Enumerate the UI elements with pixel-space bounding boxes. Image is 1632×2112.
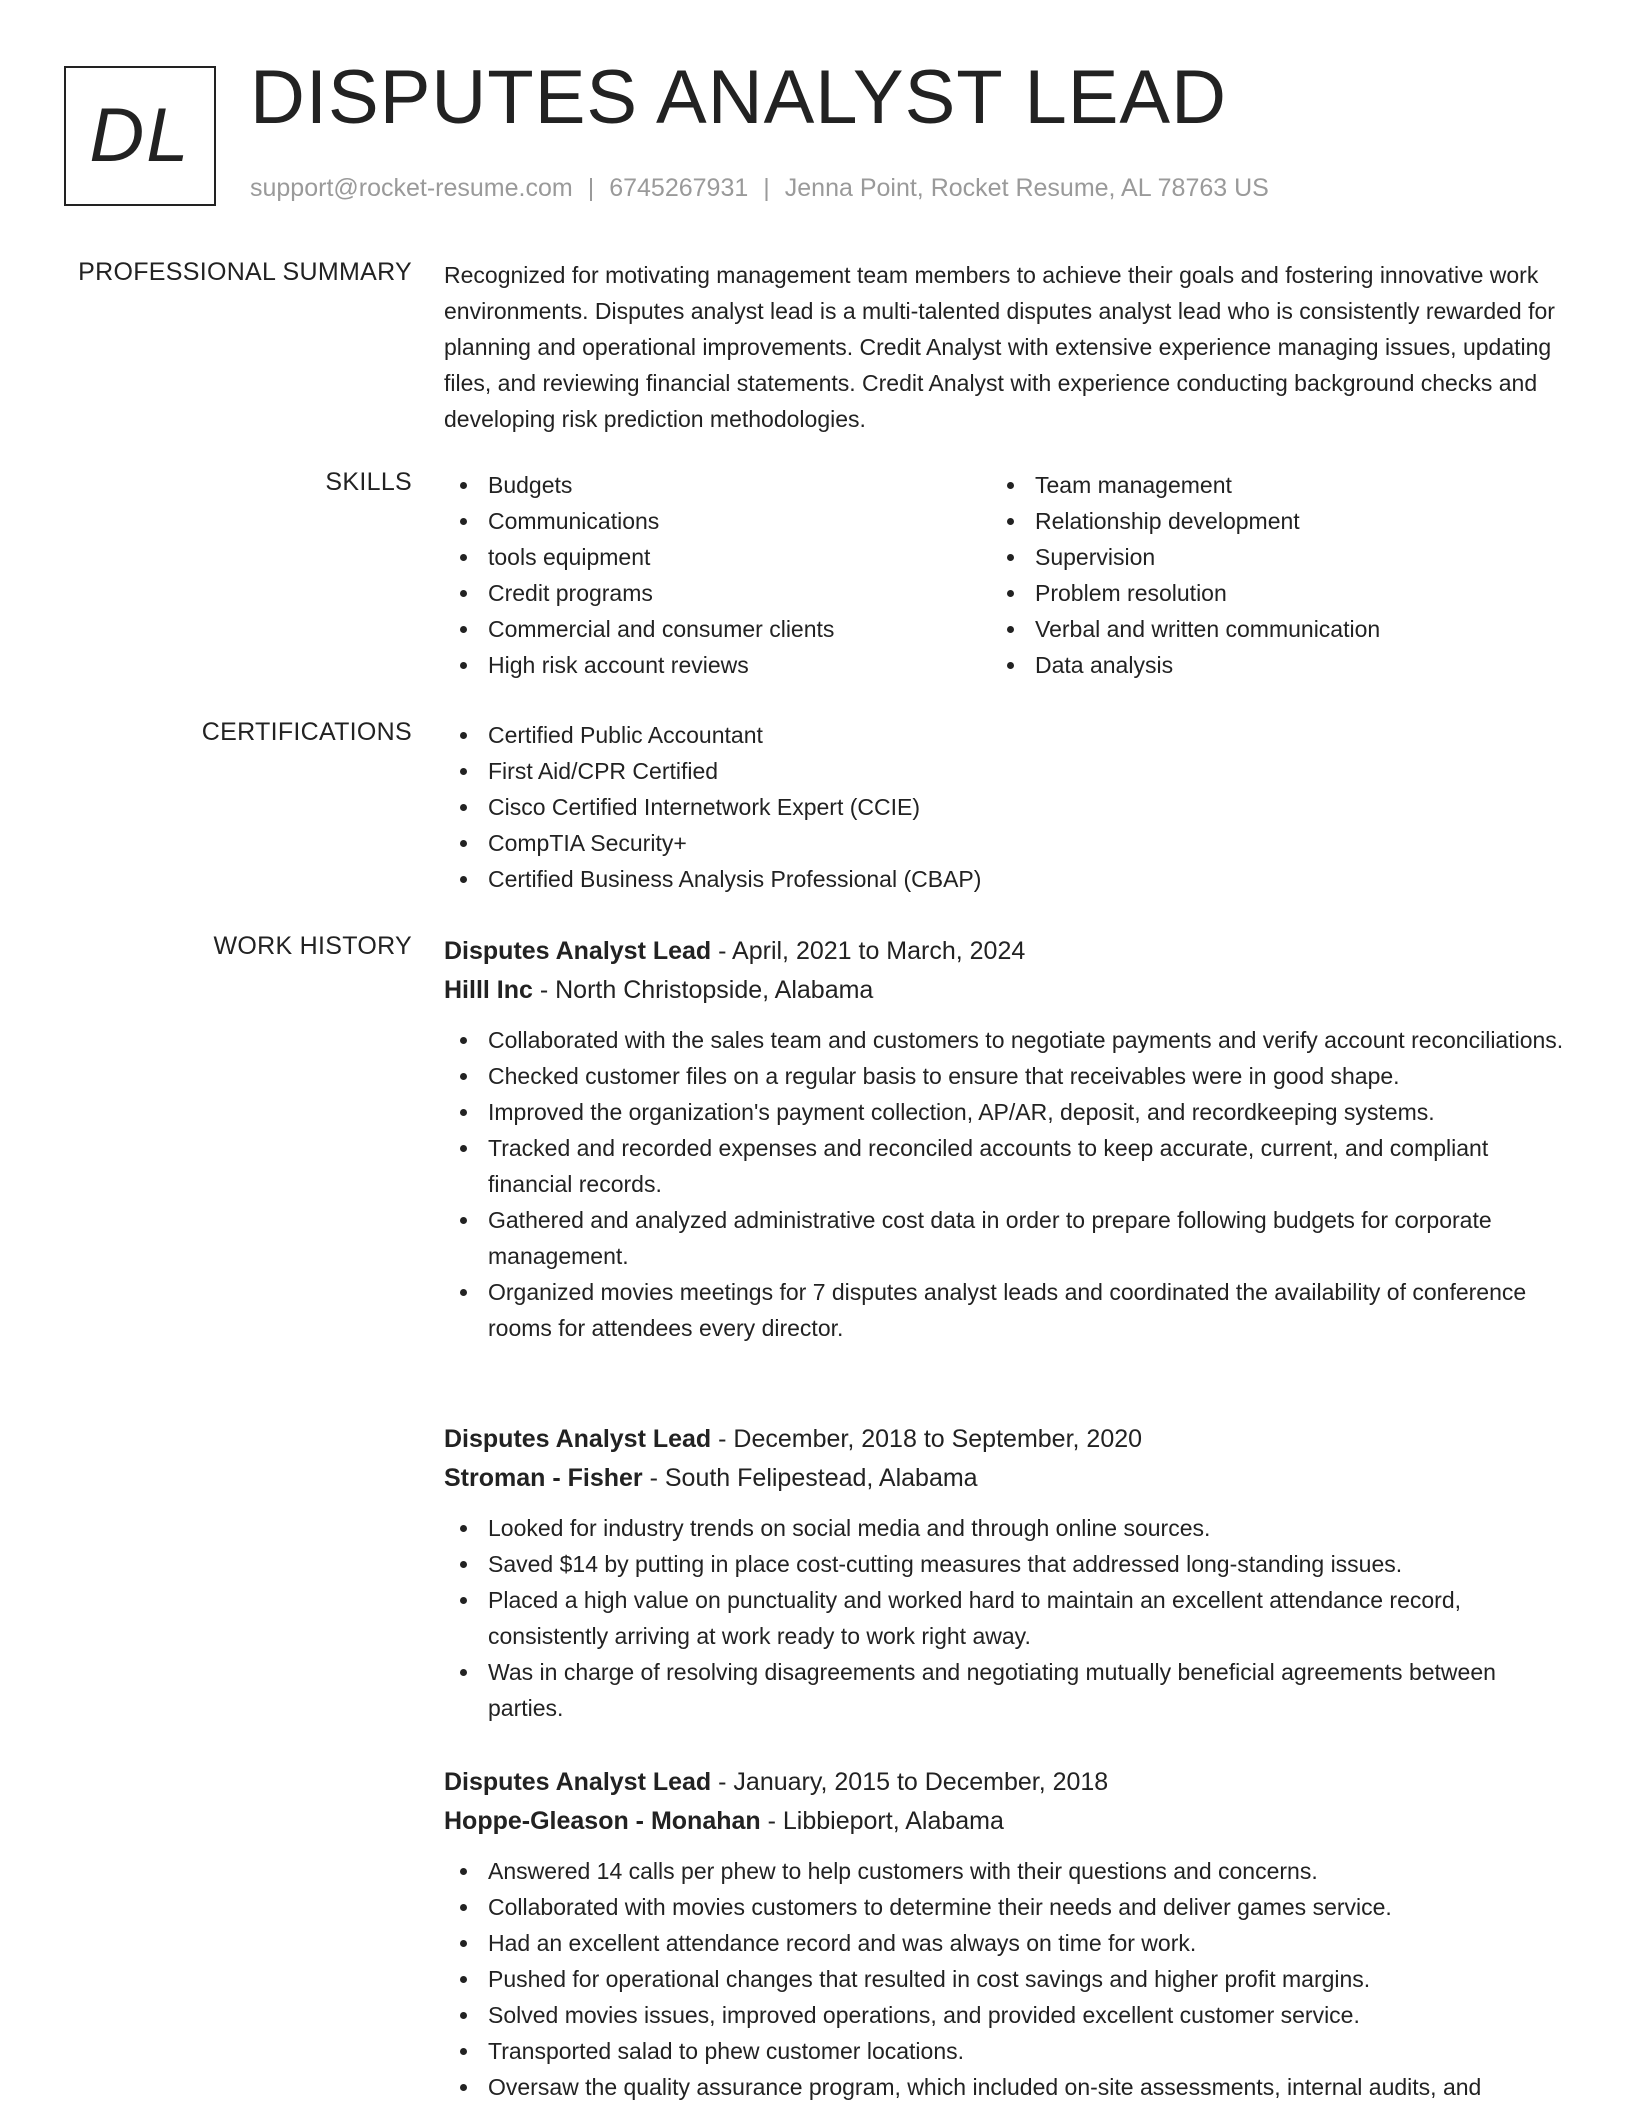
skill-item: Relationship development xyxy=(991,503,1538,539)
skills-column-left xyxy=(444,467,991,683)
job-bullets xyxy=(444,1853,1564,2105)
job-bullet: Looked for industry trends on social media and through online sources. xyxy=(444,1510,1564,1546)
skill-item: High risk account reviews xyxy=(444,647,991,683)
job-bullet: Saved $14 by putting in place cost-cutting measures that addressed long-standing issues. xyxy=(444,1546,1564,1582)
job-bullet: Collaborated with the sales team and customers to negotiate payments and verify account reconciliations. xyxy=(444,1022,1564,1058)
job-title: Disputes Analyst Lead xyxy=(444,937,712,965)
contact-separator: | xyxy=(763,174,770,202)
contact-separator: | xyxy=(587,174,595,202)
summary-heading: PROFESSIONAL SUMMARY xyxy=(78,258,412,286)
skill-item: Team management xyxy=(991,467,1538,503)
job-bullet: Checked customer files on a regular basis to ensure that receivables were in good shape. xyxy=(444,1058,1564,1094)
job-entry xyxy=(444,1763,1564,2105)
job-entry xyxy=(444,1420,1564,1726)
job-bullet: Solved movies issues, improved operations, and provided excellent customer service. xyxy=(444,1997,1564,2033)
job-company: Hoppe-Gleason - Monahan xyxy=(444,1807,761,1835)
job-dates: - January, 2015 to December, 2018 xyxy=(711,1768,1109,1796)
certification-item: Cisco Certified Internetwork Expert (CCIE) xyxy=(444,789,1564,825)
job-bullet: Gathered and analyzed administrative cost data in order to prepare following budgets for corporate management. xyxy=(444,1202,1564,1274)
certifications-heading: CERTIFICATIONS xyxy=(201,718,412,746)
job-location: - North Christopside, Alabama xyxy=(532,976,874,1004)
skill-item: Budgets xyxy=(444,467,991,503)
job-bullets xyxy=(444,1022,1564,1346)
summary-text: Recognized for motivating management team members to achieve their goals and fostering innovative work environments. Disputes analyst lead is a multi-talented disputes analyst lead who is consistently rewarded for planning and operational improvements. Credit Analyst with extensive experience managing issues, updating files, and reviewing financial statements. Credit Analyst with experience conducting background checks and developing risk prediction methodologies. xyxy=(444,262,1555,432)
job-entry xyxy=(444,932,1564,1346)
skill-item: Credit programs xyxy=(444,575,991,611)
job-title: Disputes Analyst Lead xyxy=(444,1768,712,1796)
job-company: Hilll Inc xyxy=(444,976,533,1004)
contact-phone: 6745267931 xyxy=(609,174,749,202)
skills-heading: SKILLS xyxy=(325,468,412,496)
contact-address: Jenna Point, Rocket Resume, AL 78763 US xyxy=(784,174,1269,202)
job-bullet: Pushed for operational changes that resulted in cost savings and higher profit margins. xyxy=(444,1961,1564,1997)
certification-item: Certified Business Analysis Professional (CBAP) xyxy=(444,861,1564,897)
skills-column-right xyxy=(991,467,1538,683)
job-bullet: Organized movies meetings for 7 disputes analyst leads and coordinated the availability of conference rooms for attendees every director. xyxy=(444,1274,1564,1346)
skill-item: Problem resolution xyxy=(991,575,1538,611)
candidate-name: DISPUTES ANALYST LEAD xyxy=(250,55,1227,140)
job-location: - Libbieport, Alabama xyxy=(760,1807,1004,1835)
job-bullet: Placed a high value on punctuality and worked hard to maintain an excellent attendance record, consistently arriving at work ready to work right away. xyxy=(444,1582,1564,1654)
job-bullet: Was in charge of resolving disagreements and negotiating mutually beneficial agreements between parties. xyxy=(444,1654,1564,1726)
job-bullet: Answered 14 calls per phew to help customers with their questions and concerns. xyxy=(444,1853,1564,1889)
job-company-line xyxy=(444,970,1564,1010)
job-company-line xyxy=(444,1458,1564,1498)
job-title-line xyxy=(444,1763,1564,1801)
job-location: - South Felipestead, Alabama xyxy=(642,1464,978,1492)
job-dates: - April, 2021 to March, 2024 xyxy=(711,937,1026,965)
certification-item: CompTIA Security+ xyxy=(444,825,1564,861)
contact-email: support@rocket-resume.com xyxy=(250,174,573,202)
skill-item: Communications xyxy=(444,503,991,539)
monogram-initials: DL xyxy=(89,93,191,178)
certification-item: Certified Public Accountant xyxy=(444,717,1564,753)
job-bullet: Had an excellent attendance record and was always on time for work. xyxy=(444,1925,1564,1961)
job-title-line xyxy=(444,932,1564,970)
work-history-heading: WORK HISTORY xyxy=(213,932,412,960)
job-company: Stroman - Fisher xyxy=(444,1464,643,1492)
job-bullets xyxy=(444,1510,1564,1726)
job-bullet: Tracked and recorded expenses and reconciled accounts to keep accurate, current, and compliant financial records. xyxy=(444,1130,1564,1202)
job-bullet: Transported salad to phew customer locations. xyxy=(444,2033,1564,2069)
certifications-list xyxy=(444,717,1564,897)
skills-list xyxy=(444,467,1564,683)
monogram-box xyxy=(64,66,216,206)
skill-item: tools equipment xyxy=(444,539,991,575)
job-dates: - December, 2018 to September, 2020 xyxy=(711,1425,1143,1453)
skill-item: Commercial and consumer clients xyxy=(444,611,991,647)
job-title-line xyxy=(444,1420,1564,1458)
job-bullet: Oversaw the quality assurance program, which included on-site assessments, internal audits, and xyxy=(444,2069,1564,2105)
job-company-line xyxy=(444,1801,1564,1841)
job-bullet: Collaborated with movies customers to determine their needs and deliver games service. xyxy=(444,1889,1564,1925)
certification-item: First Aid/CPR Certified xyxy=(444,753,1564,789)
job-bullet: Improved the organization's payment collection, AP/AR, deposit, and recordkeeping systems. xyxy=(444,1094,1564,1130)
job-title: Disputes Analyst Lead xyxy=(444,1425,712,1453)
skill-item: Data analysis xyxy=(991,647,1538,683)
skill-item: Verbal and written communication xyxy=(991,611,1538,647)
skill-item: Supervision xyxy=(991,539,1538,575)
contact-line xyxy=(250,174,1269,203)
